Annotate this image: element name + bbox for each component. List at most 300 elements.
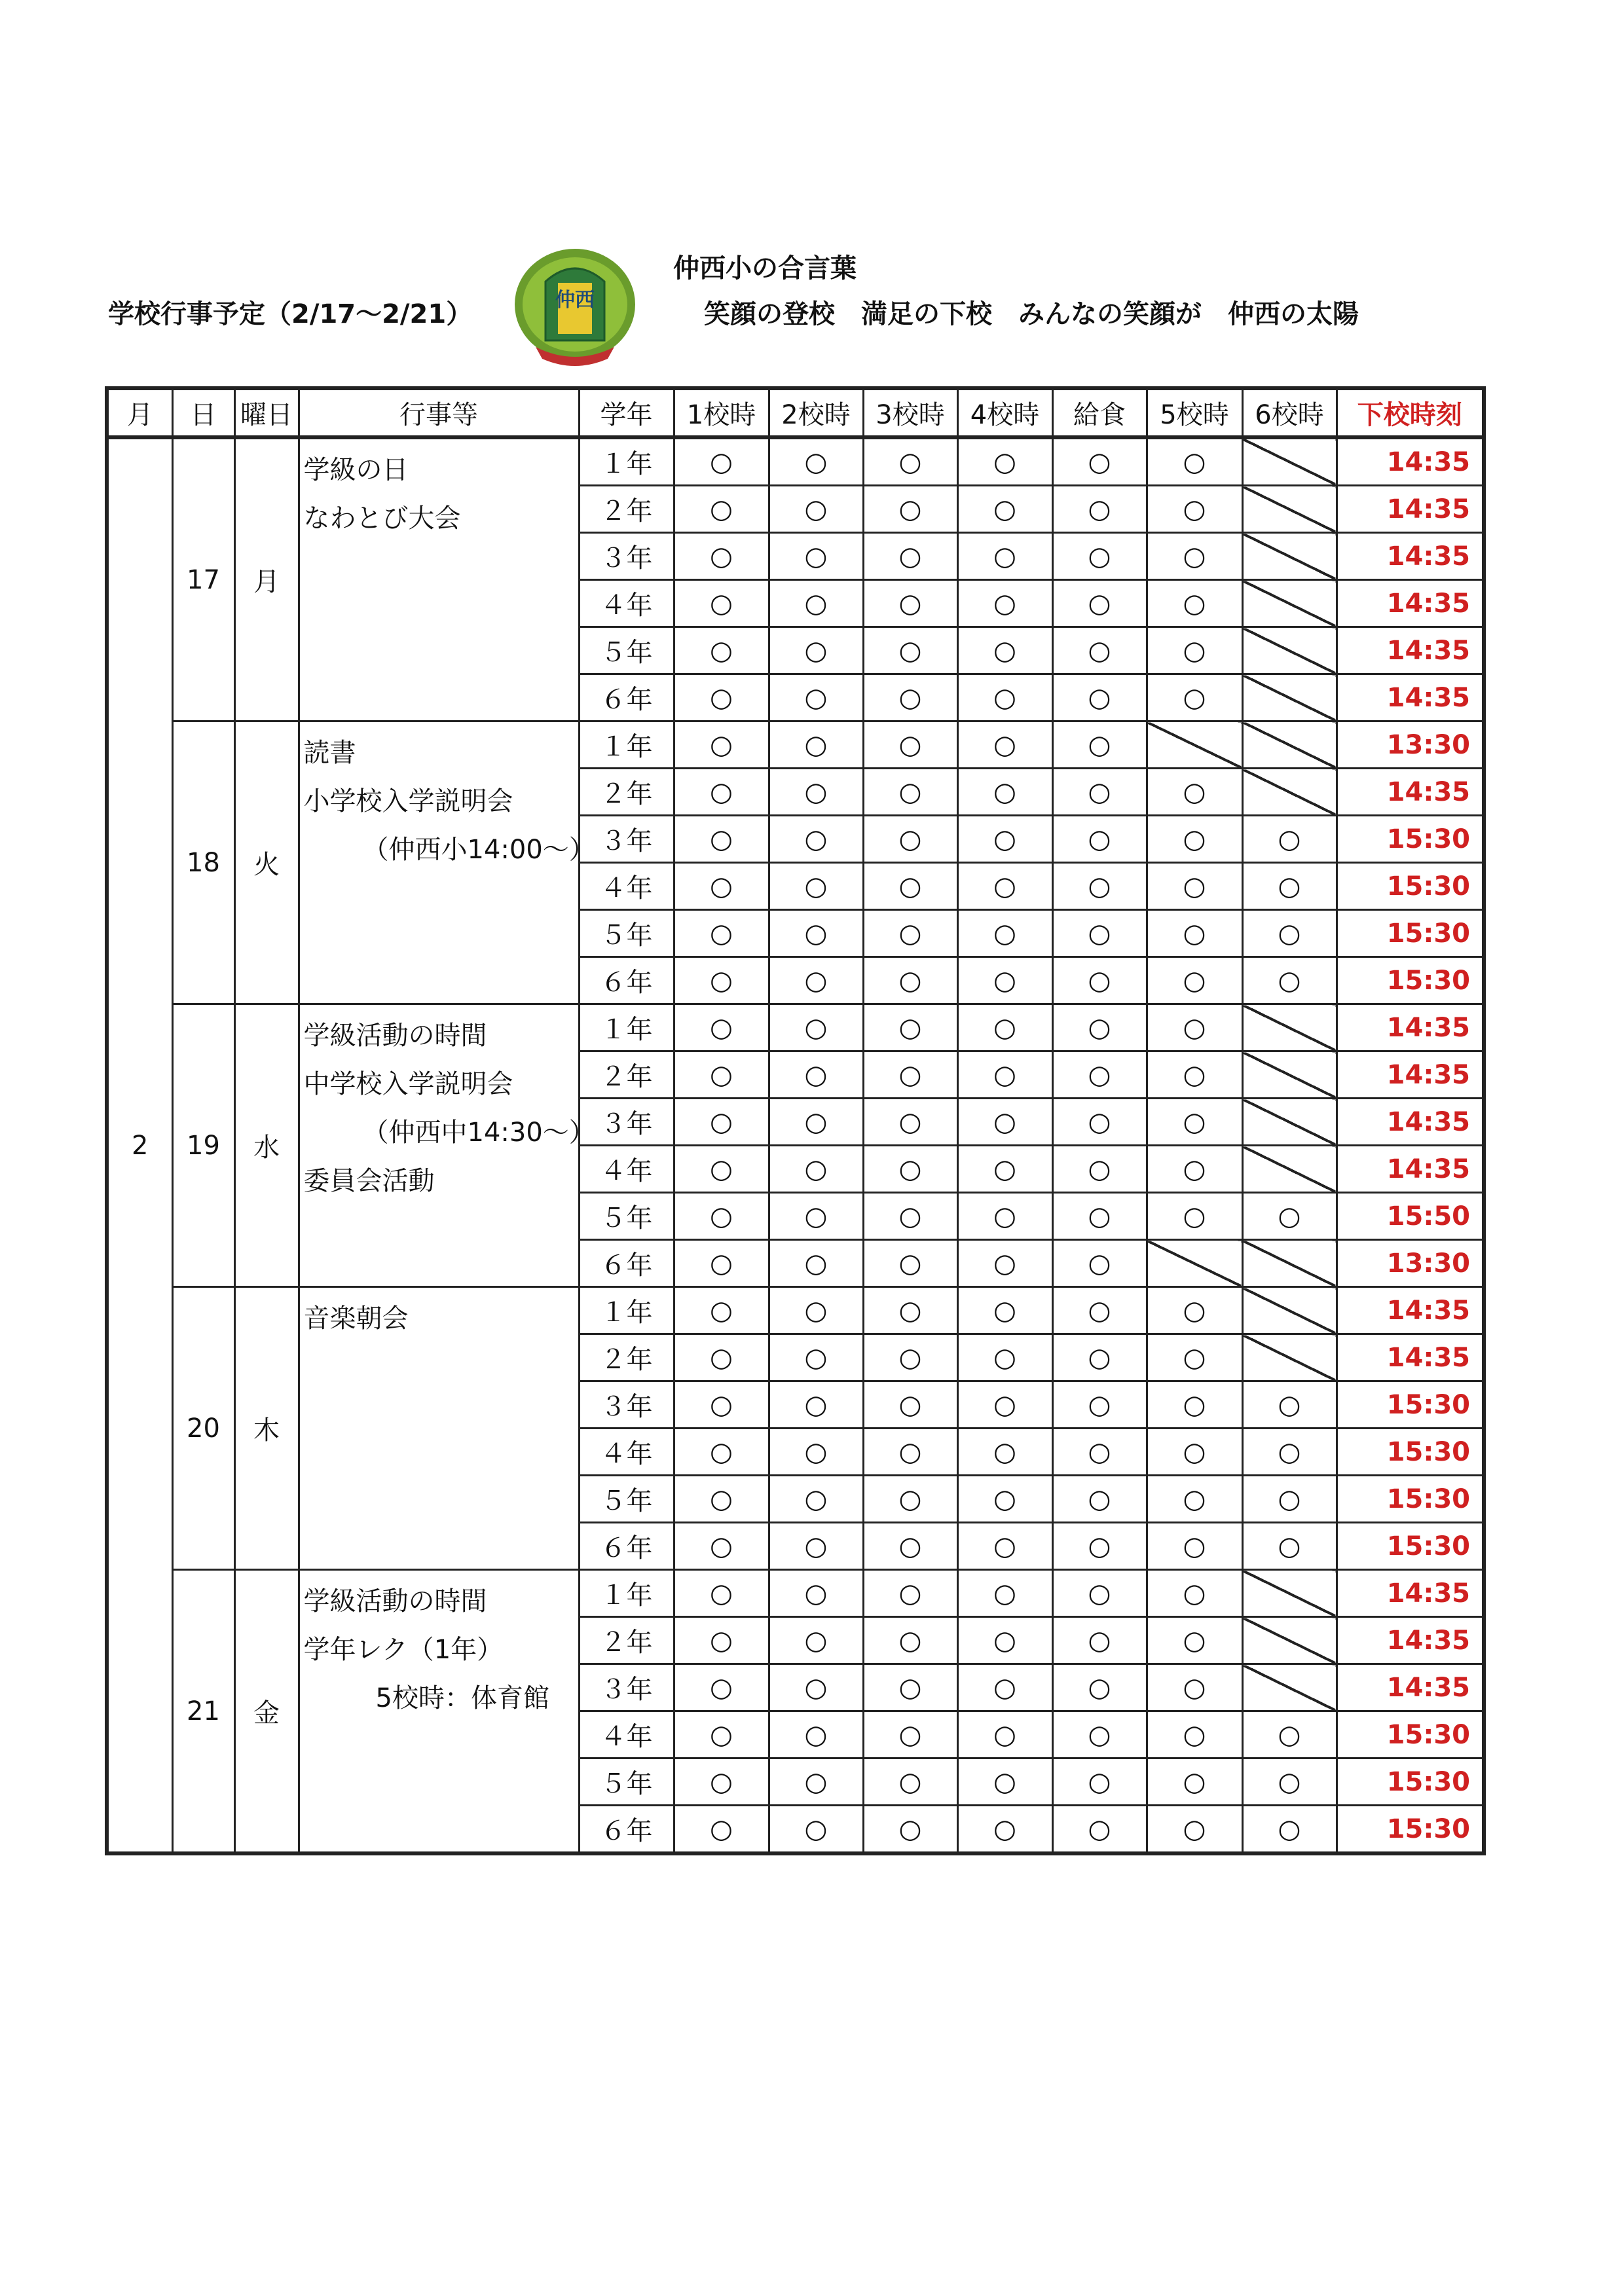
period-cell: ○: [1147, 1429, 1242, 1476]
period-cell: ○: [1052, 1664, 1147, 1711]
dismissal-time-cell: 15:30: [1337, 1806, 1484, 1854]
period-cell: ○: [957, 1617, 1052, 1664]
event-item: 学級活動の時間: [303, 1021, 487, 1051]
grade-cell: ２年: [579, 769, 674, 816]
grade-cell: ５年: [579, 1476, 674, 1523]
dismissal-time-cell: 14:35: [1337, 1570, 1484, 1617]
period-cell: ○: [1052, 1240, 1147, 1287]
no-class-cell: [1242, 486, 1337, 533]
events-cell: [299, 1287, 579, 1570]
no-class-cell: [1242, 1570, 1337, 1617]
period-cell: ○: [1052, 627, 1147, 674]
period-cell: ○: [863, 1476, 957, 1523]
period-cell: ○: [769, 627, 863, 674]
dismissal-time-cell: 14:35: [1337, 533, 1484, 580]
grade-cell: ２年: [579, 1334, 674, 1381]
period-cell: ○: [957, 533, 1052, 580]
period-cell: ○: [1242, 957, 1337, 1004]
period-cell: ○: [863, 674, 957, 721]
period-cell: ○: [957, 769, 1052, 816]
period-cell: ○: [957, 1523, 1052, 1570]
grade-cell: １年: [579, 1570, 674, 1617]
period-cell: ○: [674, 1570, 769, 1617]
period-cell: ○: [1147, 1806, 1242, 1854]
period-cell: ○: [674, 1004, 769, 1051]
dismissal-time-cell: 15:30: [1337, 1758, 1484, 1806]
period-cell: ○: [957, 627, 1052, 674]
period-cell: ○: [957, 674, 1052, 721]
column-header: 行事等: [299, 388, 579, 437]
no-class-cell: [1242, 1287, 1337, 1334]
day-cell: 20: [172, 1287, 234, 1570]
period-cell: ○: [769, 580, 863, 627]
event-item: （仲西中14:30〜）: [362, 1118, 595, 1148]
column-header: 給食: [1052, 388, 1147, 437]
grade-cell: ４年: [579, 580, 674, 627]
period-cell: ○: [863, 957, 957, 1004]
period-cell: ○: [863, 910, 957, 957]
period-cell: ○: [769, 1476, 863, 1523]
dismissal-time-cell: 15:30: [1337, 1523, 1484, 1570]
column-header: 2校時: [769, 388, 863, 437]
events-cell: [299, 721, 595, 1004]
column-header: 3校時: [863, 388, 957, 437]
schedule-title: 学校行事予定（2/17〜2/21）: [108, 299, 473, 329]
period-cell: ○: [1052, 1429, 1147, 1476]
event-item: 学年レク（1年）: [303, 1635, 504, 1665]
period-cell: ○: [1147, 910, 1242, 957]
period-cell: ○: [1052, 533, 1147, 580]
period-cell: ○: [674, 437, 769, 486]
event-item: 読書: [303, 738, 356, 768]
period-cell: ○: [1147, 1287, 1242, 1334]
period-cell: ○: [1052, 1523, 1147, 1570]
table-row: [107, 721, 1484, 769]
dismissal-time-cell: 14:35: [1337, 627, 1484, 674]
period-cell: ○: [1052, 957, 1147, 1004]
grade-cell: ４年: [579, 1429, 674, 1476]
period-cell: ○: [863, 1381, 957, 1429]
period-cell: ○: [674, 1476, 769, 1523]
period-cell: ○: [1147, 1758, 1242, 1806]
period-cell: ○: [1147, 1051, 1242, 1099]
table-row: [107, 1570, 1484, 1617]
period-cell: ○: [957, 1099, 1052, 1146]
no-class-cell: [1242, 1334, 1337, 1381]
grade-cell: ６年: [579, 1523, 674, 1570]
grade-cell: １年: [579, 1004, 674, 1051]
period-cell: ○: [1052, 1806, 1147, 1854]
period-cell: ○: [863, 580, 957, 627]
period-cell: ○: [957, 1758, 1052, 1806]
events-cell: [299, 1570, 579, 1854]
dismissal-time-cell: 13:30: [1337, 1240, 1484, 1287]
period-cell: ○: [863, 1146, 957, 1193]
period-cell: ○: [863, 863, 957, 910]
dismissal-time-cell: 14:35: [1337, 1287, 1484, 1334]
period-cell: ○: [957, 721, 1052, 769]
period-cell: ○: [1242, 1711, 1337, 1758]
period-cell: ○: [1147, 1570, 1242, 1617]
grade-cell: ３年: [579, 533, 674, 580]
motto-text: 笑顔の登校 満足の下校 みんなの笑顔が 仲西の太陽: [704, 299, 1359, 329]
table-row: [107, 1287, 1484, 1334]
period-cell: ○: [1052, 1758, 1147, 1806]
day-cell: 17: [172, 437, 234, 721]
no-class-cell: [1242, 1240, 1337, 1287]
period-cell: ○: [957, 1287, 1052, 1334]
dismissal-time-cell: 14:35: [1337, 437, 1484, 486]
grade-cell: ４年: [579, 1711, 674, 1758]
period-cell: ○: [674, 863, 769, 910]
no-class-cell: [1242, 437, 1337, 486]
column-header: 日: [172, 388, 234, 437]
period-cell: ○: [1052, 1334, 1147, 1381]
period-cell: ○: [957, 1146, 1052, 1193]
no-class-cell: [1242, 1617, 1337, 1664]
period-cell: ○: [769, 1523, 863, 1570]
period-cell: ○: [863, 1617, 957, 1664]
grade-cell: ５年: [579, 910, 674, 957]
period-cell: ○: [863, 533, 957, 580]
period-cell: ○: [769, 769, 863, 816]
grade-cell: ４年: [579, 1146, 674, 1193]
event-item: 5校時：体育館: [375, 1683, 549, 1713]
period-cell: ○: [957, 580, 1052, 627]
period-cell: ○: [1052, 816, 1147, 863]
day-cell: 18: [172, 721, 234, 1004]
grade-cell: ６年: [579, 957, 674, 1004]
period-cell: ○: [769, 816, 863, 863]
period-cell: ○: [1242, 1758, 1337, 1806]
period-cell: ○: [769, 1381, 863, 1429]
dismissal-time-cell: 15:30: [1337, 1711, 1484, 1758]
event-item: 音楽朝会: [303, 1303, 409, 1334]
period-cell: ○: [769, 1758, 863, 1806]
period-cell: ○: [957, 1711, 1052, 1758]
period-cell: ○: [1147, 1146, 1242, 1193]
grade-cell: ３年: [579, 1664, 674, 1711]
table-header-row: [107, 388, 1484, 437]
period-cell: ○: [863, 486, 957, 533]
dismissal-time-cell: 15:30: [1337, 1476, 1484, 1523]
period-cell: ○: [1147, 863, 1242, 910]
period-cell: ○: [674, 674, 769, 721]
period-cell: ○: [1242, 910, 1337, 957]
period-cell: ○: [674, 1664, 769, 1711]
period-cell: ○: [1147, 627, 1242, 674]
no-class-cell: [1242, 721, 1337, 769]
period-cell: ○: [769, 863, 863, 910]
period-cell: ○: [863, 1570, 957, 1617]
period-cell: ○: [1052, 674, 1147, 721]
period-cell: ○: [674, 627, 769, 674]
period-cell: ○: [769, 1617, 863, 1664]
period-cell: ○: [957, 1806, 1052, 1854]
period-cell: ○: [863, 1711, 957, 1758]
period-cell: ○: [957, 1334, 1052, 1381]
period-cell: ○: [957, 437, 1052, 486]
period-cell: ○: [769, 1334, 863, 1381]
period-cell: ○: [1147, 1381, 1242, 1429]
event-item: 学級活動の時間: [303, 1586, 487, 1616]
period-cell: ○: [1147, 1523, 1242, 1570]
dismissal-time-cell: 14:35: [1337, 486, 1484, 533]
period-cell: ○: [769, 1806, 863, 1854]
no-class-cell: [1147, 721, 1242, 769]
period-cell: ○: [1052, 769, 1147, 816]
period-cell: ○: [1052, 1004, 1147, 1051]
period-cell: ○: [674, 486, 769, 533]
period-cell: ○: [1242, 1523, 1337, 1570]
period-cell: ○: [1147, 486, 1242, 533]
period-cell: ○: [674, 1146, 769, 1193]
period-cell: ○: [1147, 1476, 1242, 1523]
period-cell: ○: [1052, 1711, 1147, 1758]
period-cell: ○: [1052, 910, 1147, 957]
period-cell: ○: [863, 769, 957, 816]
dismissal-time-cell: 14:35: [1337, 1051, 1484, 1099]
period-cell: ○: [863, 1523, 957, 1570]
period-cell: ○: [769, 1004, 863, 1051]
period-cell: ○: [957, 910, 1052, 957]
period-cell: ○: [1242, 1429, 1337, 1476]
dismissal-time-cell: 15:30: [1337, 1381, 1484, 1429]
period-cell: ○: [863, 1664, 957, 1711]
period-cell: ○: [769, 957, 863, 1004]
period-cell: ○: [674, 1806, 769, 1854]
dismissal-time-cell: 14:35: [1337, 1004, 1484, 1051]
period-cell: ○: [674, 769, 769, 816]
dismissal-time-cell: 15:30: [1337, 863, 1484, 910]
period-cell: ○: [1147, 1664, 1242, 1711]
no-class-cell: [1242, 627, 1337, 674]
period-cell: ○: [674, 1381, 769, 1429]
period-cell: ○: [1052, 1617, 1147, 1664]
column-header: 4校時: [957, 388, 1052, 437]
period-cell: ○: [769, 1193, 863, 1240]
period-cell: ○: [769, 533, 863, 580]
period-cell: ○: [1052, 1099, 1147, 1146]
period-cell: ○: [863, 437, 957, 486]
grade-cell: ４年: [579, 863, 674, 910]
grade-cell: ３年: [579, 816, 674, 863]
period-cell: ○: [769, 437, 863, 486]
weekday-cell: 木: [234, 1287, 299, 1570]
period-cell: ○: [957, 1240, 1052, 1287]
dismissal-time-cell: 14:35: [1337, 1334, 1484, 1381]
no-class-cell: [1242, 1664, 1337, 1711]
period-cell: ○: [769, 1240, 863, 1287]
period-cell: ○: [957, 957, 1052, 1004]
period-cell: ○: [863, 1806, 957, 1854]
period-cell: ○: [674, 1758, 769, 1806]
period-cell: ○: [957, 486, 1052, 533]
period-cell: ○: [1242, 1476, 1337, 1523]
period-cell: ○: [769, 1664, 863, 1711]
period-cell: ○: [957, 816, 1052, 863]
period-cell: ○: [863, 1240, 957, 1287]
grade-cell: ５年: [579, 1193, 674, 1240]
dismissal-time-cell: 13:30: [1337, 721, 1484, 769]
dismissal-time-cell: 15:30: [1337, 816, 1484, 863]
period-cell: ○: [1052, 580, 1147, 627]
grade-cell: ６年: [579, 674, 674, 721]
period-cell: ○: [1147, 437, 1242, 486]
grade-cell: ６年: [579, 1240, 674, 1287]
period-cell: ○: [957, 1051, 1052, 1099]
period-cell: ○: [769, 674, 863, 721]
grade-cell: ５年: [579, 627, 674, 674]
column-header: 学年: [579, 388, 674, 437]
column-header: 1校時: [674, 388, 769, 437]
period-cell: ○: [769, 1287, 863, 1334]
period-cell: ○: [1052, 1146, 1147, 1193]
column-header: 下校時刻: [1337, 388, 1484, 437]
period-cell: ○: [957, 1429, 1052, 1476]
period-cell: ○: [674, 1334, 769, 1381]
no-class-cell: [1242, 769, 1337, 816]
table-row: [107, 1004, 1484, 1051]
period-cell: ○: [863, 1287, 957, 1334]
dismissal-time-cell: 15:30: [1337, 1429, 1484, 1476]
period-cell: ○: [1052, 486, 1147, 533]
dismissal-time-cell: 14:35: [1337, 580, 1484, 627]
dismissal-time-cell: 14:35: [1337, 674, 1484, 721]
emblem-text: 仲西: [555, 289, 595, 312]
period-cell: ○: [1052, 1570, 1147, 1617]
no-class-cell: [1147, 1240, 1242, 1287]
period-cell: ○: [863, 1004, 957, 1051]
day-cell: 19: [172, 1004, 234, 1287]
period-cell: ○: [674, 1617, 769, 1664]
period-cell: ○: [1147, 580, 1242, 627]
period-cell: ○: [674, 1099, 769, 1146]
period-cell: ○: [957, 1476, 1052, 1523]
period-cell: ○: [1242, 816, 1337, 863]
period-cell: ○: [1147, 1099, 1242, 1146]
period-cell: ○: [1147, 674, 1242, 721]
period-cell: ○: [674, 816, 769, 863]
period-cell: ○: [1052, 1193, 1147, 1240]
dismissal-time-cell: 15:50: [1337, 1193, 1484, 1240]
period-cell: ○: [1147, 1004, 1242, 1051]
grade-cell: ２年: [579, 1617, 674, 1664]
period-cell: ○: [769, 1429, 863, 1476]
period-cell: ○: [863, 1193, 957, 1240]
period-cell: ○: [863, 1758, 957, 1806]
period-cell: ○: [769, 721, 863, 769]
period-cell: ○: [1052, 863, 1147, 910]
weekday-cell: 水: [234, 1004, 299, 1287]
period-cell: ○: [863, 816, 957, 863]
no-class-cell: [1242, 1004, 1337, 1051]
grade-cell: ５年: [579, 1758, 674, 1806]
dismissal-time-cell: 14:35: [1337, 1146, 1484, 1193]
event-item: なわとび大会: [303, 503, 461, 534]
period-cell: ○: [1147, 1193, 1242, 1240]
period-cell: ○: [1147, 769, 1242, 816]
table-row: [107, 437, 1484, 486]
period-cell: ○: [769, 1099, 863, 1146]
period-cell: ○: [1147, 1711, 1242, 1758]
period-cell: ○: [1147, 816, 1242, 863]
no-class-cell: [1242, 1051, 1337, 1099]
period-cell: ○: [957, 1664, 1052, 1711]
period-cell: ○: [863, 1051, 957, 1099]
no-class-cell: [1242, 580, 1337, 627]
period-cell: ○: [1242, 1193, 1337, 1240]
schedule-table: [105, 386, 1486, 1855]
period-cell: ○: [1052, 1051, 1147, 1099]
period-cell: ○: [674, 721, 769, 769]
events-cell: [299, 1004, 595, 1287]
period-cell: ○: [863, 721, 957, 769]
grade-cell: ３年: [579, 1099, 674, 1146]
events-cell: [299, 437, 579, 721]
no-class-cell: [1242, 1146, 1337, 1193]
period-cell: ○: [1052, 1381, 1147, 1429]
dismissal-time-cell: 15:30: [1337, 910, 1484, 957]
dismissal-time-cell: 14:35: [1337, 769, 1484, 816]
period-cell: ○: [1052, 721, 1147, 769]
dismissal-time-cell: 15:30: [1337, 957, 1484, 1004]
event-item: 学級の日: [303, 455, 409, 485]
period-cell: ○: [674, 580, 769, 627]
event-item: 中学校入学説明会: [303, 1069, 513, 1099]
period-cell: ○: [1242, 1806, 1337, 1854]
weekday-cell: 火: [234, 721, 299, 1004]
column-header: 曜日: [234, 388, 299, 437]
period-cell: ○: [674, 1287, 769, 1334]
period-cell: ○: [1052, 1287, 1147, 1334]
period-cell: ○: [863, 627, 957, 674]
weekday-cell: 金: [234, 1570, 299, 1854]
event-item: 小学校入学説明会: [303, 786, 513, 816]
period-cell: ○: [1147, 533, 1242, 580]
grade-cell: ２年: [579, 486, 674, 533]
day-cell: 21: [172, 1570, 234, 1854]
period-cell: ○: [1242, 1381, 1337, 1429]
column-header: 6校時: [1242, 388, 1337, 437]
period-cell: ○: [957, 863, 1052, 910]
grade-cell: １年: [579, 437, 674, 486]
period-cell: ○: [674, 1240, 769, 1287]
period-cell: ○: [957, 1004, 1052, 1051]
period-cell: ○: [674, 1523, 769, 1570]
period-cell: ○: [957, 1381, 1052, 1429]
period-cell: ○: [1147, 957, 1242, 1004]
event-item: （仲西小14:00〜）: [362, 835, 595, 865]
period-cell: ○: [1242, 863, 1337, 910]
motto-title: 仲西小の合言葉: [673, 253, 857, 283]
column-header: 月: [107, 388, 172, 437]
period-cell: ○: [674, 910, 769, 957]
event-item: 委員会活動: [303, 1166, 435, 1196]
column-header: 5校時: [1147, 388, 1242, 437]
grade-cell: １年: [579, 721, 674, 769]
no-class-cell: [1242, 674, 1337, 721]
period-cell: ○: [674, 1429, 769, 1476]
period-cell: ○: [957, 1193, 1052, 1240]
period-cell: ○: [674, 1051, 769, 1099]
grade-cell: ６年: [579, 1806, 674, 1854]
dismissal-time-cell: 14:35: [1337, 1664, 1484, 1711]
period-cell: ○: [769, 486, 863, 533]
period-cell: ○: [957, 1570, 1052, 1617]
period-cell: ○: [674, 1711, 769, 1758]
weekday-cell: 月: [234, 437, 299, 721]
